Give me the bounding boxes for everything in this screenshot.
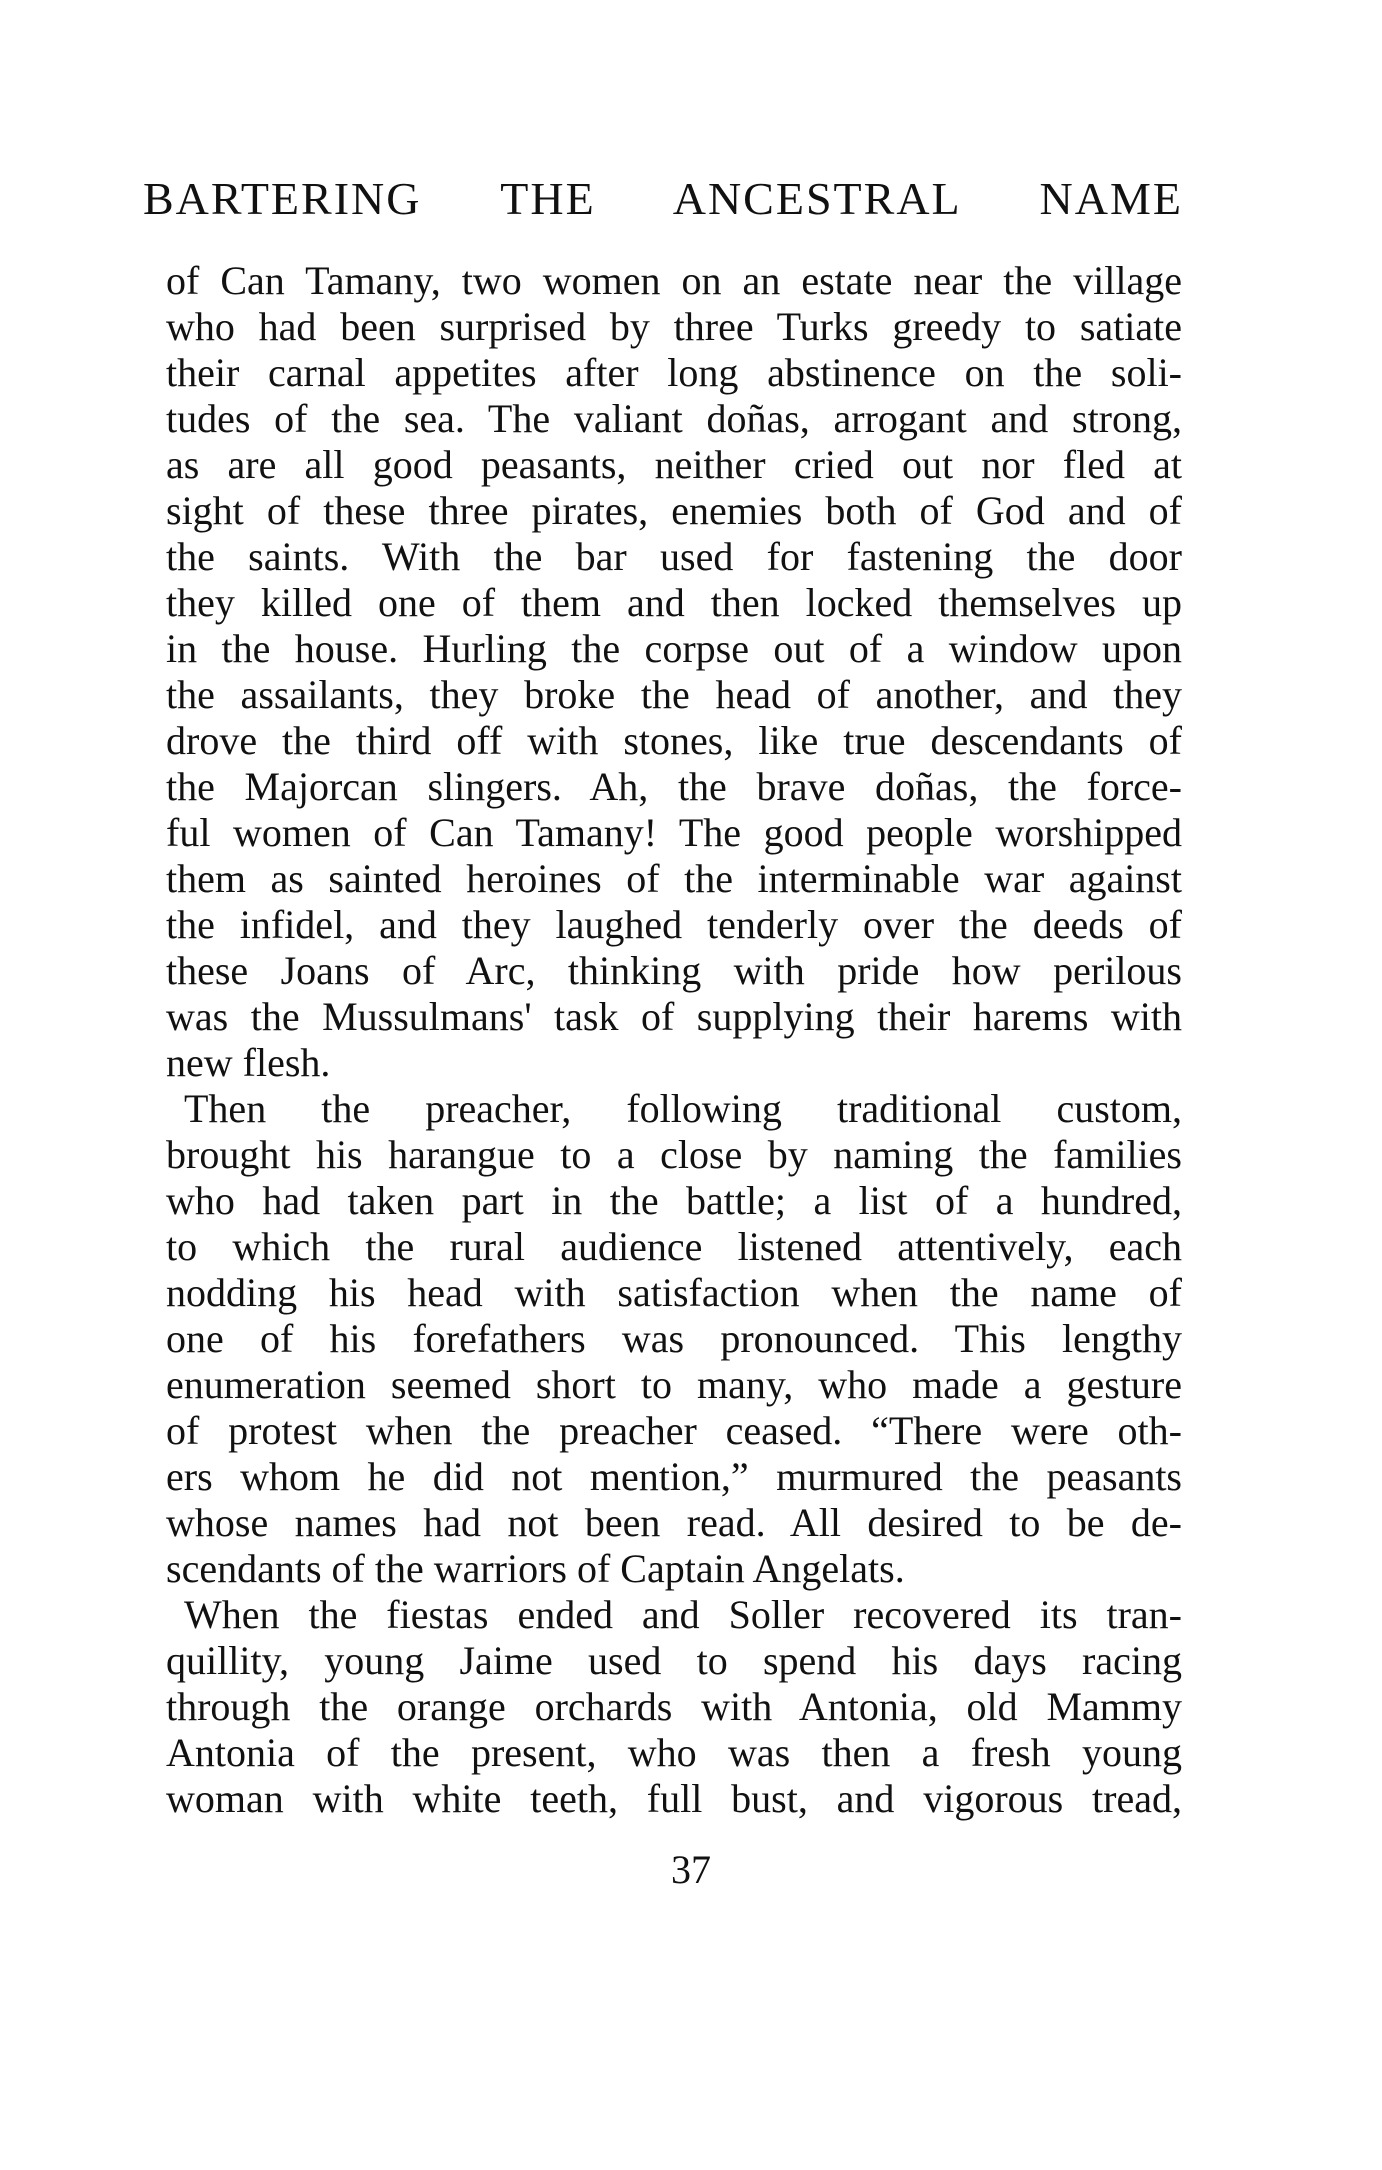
text-line: who had been surprised by three Turks greedy to satiate bbox=[166, 304, 1182, 349]
text-line: as are all good peasants, neither cried out nor fled at bbox=[166, 442, 1182, 487]
text-line: nodding his head with satisfaction when the name of bbox=[166, 1270, 1182, 1315]
body-text bbox=[166, 258, 1182, 1822]
text-line: one of his forefathers was pronounced. This lengthy bbox=[166, 1316, 1182, 1361]
text-line: tudes of the sea. The valiant doñas, arrogant and strong, bbox=[166, 396, 1182, 441]
text-line: new flesh. bbox=[166, 1040, 331, 1085]
text-line: ers whom he did not mention,” murmured the peasants bbox=[166, 1454, 1182, 1499]
text-line: whose names had not been read. All desired to be de- bbox=[166, 1500, 1182, 1545]
text-line: was the Mussulmans' task of supplying their harems with bbox=[166, 994, 1182, 1039]
text-line: sight of these three pirates, enemies both of God and of bbox=[166, 488, 1182, 533]
text-line: the Majorcan slingers. Ah, the brave doñas, the force- bbox=[166, 764, 1182, 809]
text-line: of Can Tamany, two women on an estate near the village bbox=[166, 258, 1182, 303]
text-line: the saints. With the bar used for fastening the door bbox=[166, 534, 1182, 579]
text-line: scendants of the warriors of Captain Angelats. bbox=[166, 1546, 905, 1591]
text-line: Then the preacher, following traditional custom, bbox=[184, 1086, 1182, 1131]
text-line: of protest when the preacher ceased. “There were oth- bbox=[166, 1408, 1182, 1453]
text-line: these Joans of Arc, thinking with pride how perilous bbox=[166, 948, 1182, 993]
text-line: the infidel, and they laughed tenderly over the deeds of bbox=[166, 902, 1182, 947]
text-line: who had taken part in the battle; a list of a hundred, bbox=[166, 1178, 1182, 1223]
text-line: through the orange orchards with Antonia, old Mammy bbox=[166, 1684, 1182, 1729]
text-line: When the fiestas ended and Soller recovered its tran- bbox=[184, 1592, 1182, 1637]
text-line: to which the rural audience listened attentively, each bbox=[166, 1224, 1182, 1269]
text-line: they killed one of them and then locked themselves up bbox=[166, 580, 1182, 625]
page-number: 37 bbox=[671, 1847, 711, 1892]
text-line: Antonia of the present, who was then a fresh young bbox=[166, 1730, 1182, 1775]
text-line: in the house. Hurling the corpse out of a window upon bbox=[166, 626, 1182, 671]
text-line: ful women of Can Tamany! The good people worshipped bbox=[166, 810, 1182, 855]
text-line: their carnal appetites after long abstinence on the soli- bbox=[166, 350, 1182, 395]
text-line: them as sainted heroines of the interminable war against bbox=[166, 856, 1182, 901]
text-line: the assailants, they broke the head of another, and they bbox=[166, 672, 1182, 717]
running-header: BARTERING THE ANCESTRAL NAME bbox=[143, 173, 1183, 224]
text-line: quillity, young Jaime used to spend his days racing bbox=[166, 1638, 1182, 1683]
text-line: woman with white teeth, full bust, and vigorous tread, bbox=[166, 1776, 1182, 1821]
text-line: drove the third off with stones, like true descendants of bbox=[166, 718, 1182, 763]
text-line: brought his harangue to a close by naming the families bbox=[166, 1132, 1182, 1177]
text-line: enumeration seemed short to many, who made a gesture bbox=[166, 1362, 1182, 1407]
